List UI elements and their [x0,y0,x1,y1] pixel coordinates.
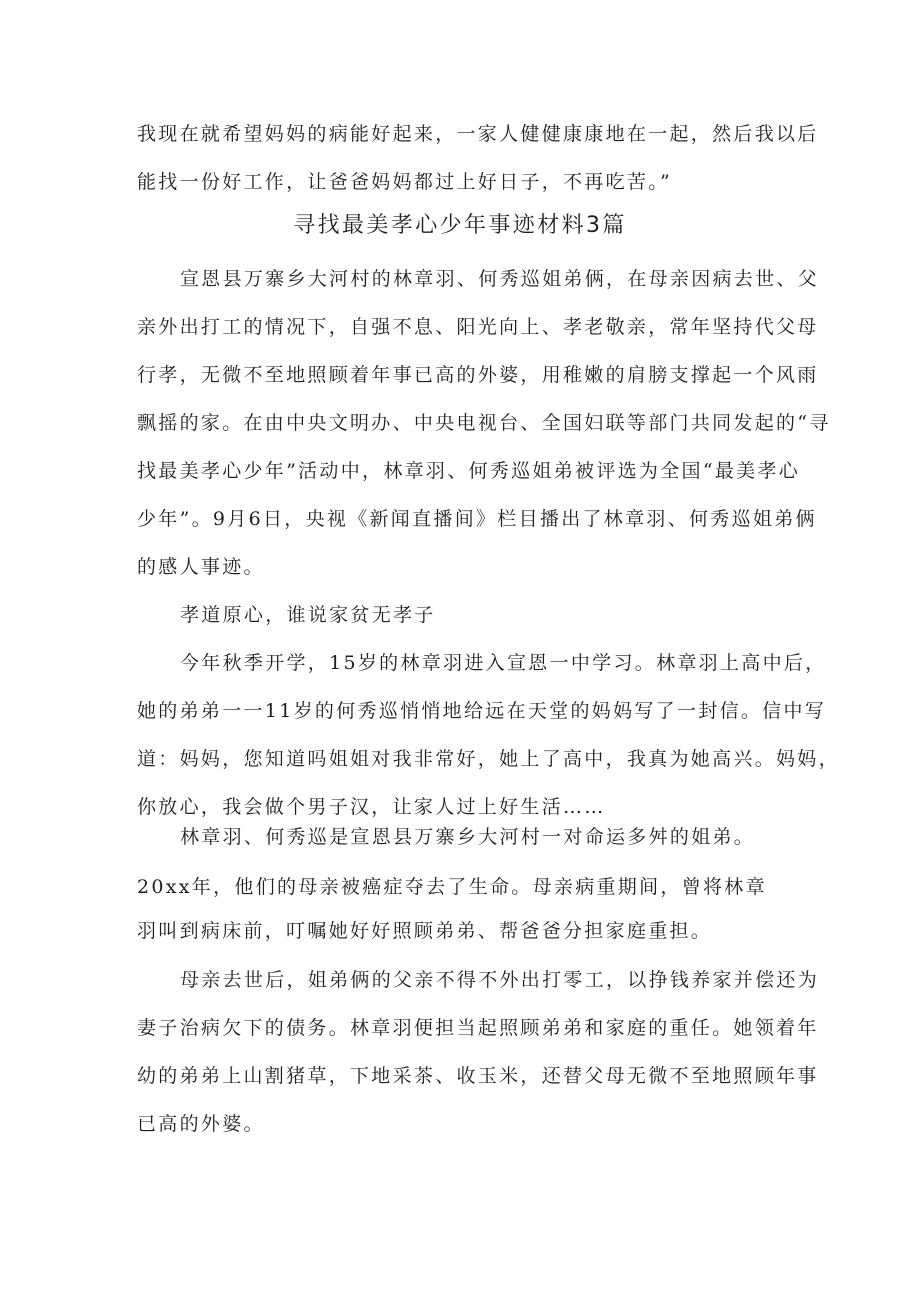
text-line: 妻子治病欠下的债务。林章羽便担当起照顾弟弟和家庭的重任。她领着年 [137,1017,819,1039]
text-line: 她的弟弟一一11岁的何秀巡悄悄地给远在天堂的妈妈写了一封信。信中写 [137,700,827,722]
text-line: 能找一份好工作，让爸爸妈妈都过上好日子，不再吃苦。” [137,171,673,193]
section-subheading: 孝道原心，谁说家贫无孝子 [180,604,436,626]
text-line: 母亲去世后，姐弟俩的父亲不得不外出打零工，以挣钱养家并偿还为 [180,969,820,991]
text-line: 飘摇的家。在由中央文明办、中央电视台、全国妇联等部门共同发起的“寻 [137,412,831,434]
text-line: 已高的外婆。 [137,1113,265,1135]
text-line: 亲外出打工的情况下，自强不息、阳光向上、孝老敬亲，常年坚持代父母 [137,316,819,338]
text-line: 20xx年，他们的母亲被癌症夺去了生命。母亲病重期间，曾将林章 [137,876,767,898]
text-line: 羽叫到病床前，叮嘱她好好照顾弟弟、帮爸爸分担家庭重担。 [137,920,713,942]
text-line: 宣恩县万寨乡大河村的林章羽、何秀巡姐弟俩，在母亲因病去世、父 [180,268,820,290]
text-line: 少年”。9月6日，央视《新闻直播间》栏目播出了林章羽、何秀巡姐弟俩 [137,508,817,530]
text-line: 找最美孝心少年”活动中，林章羽、何秀巡姐弟被评选为全国“最美孝心 [137,460,801,482]
text-line: 行孝，无微不至地照顾着年事已高的外婆，用稚嫩的肩膀支撑起一个风雨 [137,364,819,386]
text-line: 幼的弟弟上山割猪草，下地采茶、收玉米，还替父母无微不至地照顾年事 [137,1065,819,1087]
text-line: 今年秋季开学，15岁的林章羽进入宣恩一中学习。林章羽上高中后， [180,652,827,674]
text-line: 我现在就希望妈妈的病能好起来，一家人健健康康地在一起，然后我以后 [137,123,819,145]
text-line: 你放心，我会做个男子汉，让家人过上好生活…… [137,796,606,818]
text-line: 的感人事迹。 [137,556,265,578]
document-title: 寻找最美孝心少年事迹材料3篇 [293,213,627,238]
text-line: 林章羽、何秀巡是宣恩县万寨乡大河村一对命运多舛的姐弟。 [180,826,756,848]
text-line: 道：妈妈，您知道吗姐姐对我非常好，她上了高中，我真为她高兴。妈妈， [137,748,840,770]
